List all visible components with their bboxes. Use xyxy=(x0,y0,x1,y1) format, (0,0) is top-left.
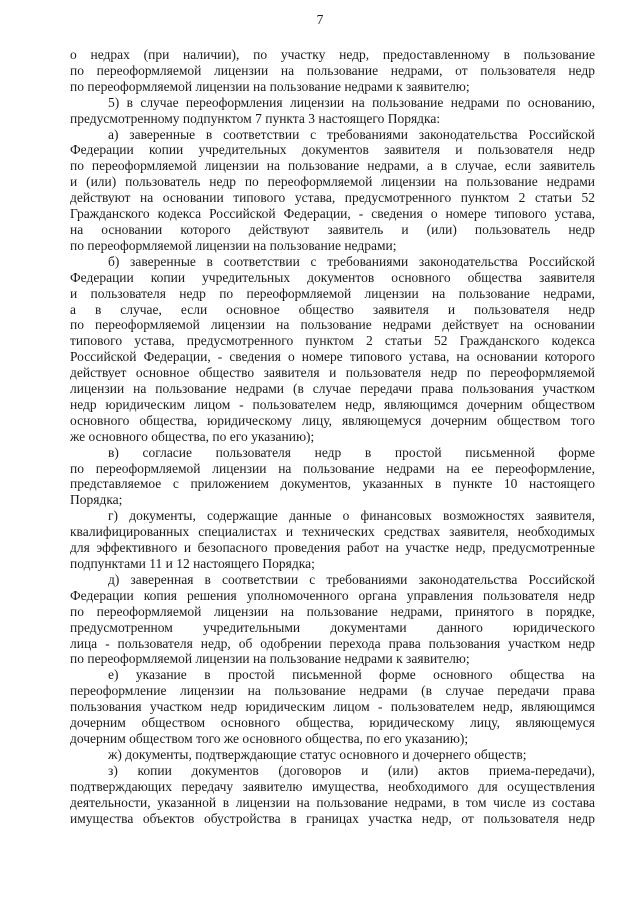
text-line: предусмотренном учредительными документами данного юридического xyxy=(70,619,595,635)
text-line: подтверждающих передачу заявителю имущества, необходимого для осуществления xyxy=(70,778,595,794)
text-line: недр юридическим лицом - пользователем недр, являющимся дочерним обществом xyxy=(70,396,595,412)
text-line: по переоформляемой лицензии на пользование недрами, принятого в порядке, xyxy=(70,603,595,619)
text-line: Порядка; xyxy=(70,492,123,508)
text-line: имущества объектов обустройства в границах участка недр, от пользователя недр xyxy=(70,810,595,826)
text-line: д) заверенная в соответствии с требованиями законодательства Российской xyxy=(108,571,595,587)
text-line: дочерним обществом того же основного общества, по его указанию); xyxy=(70,730,469,746)
text-line: по переоформляемой лицензии на пользование недрами к заявителю; xyxy=(70,651,470,667)
text-line: основного общества, юридическому лицу, являющемуся дочерним обществом того xyxy=(70,412,595,428)
text-line: Федерации копия решения уполномоченного органа управления пользователя недр xyxy=(70,587,595,603)
text-line: действуют на основании типового устава, предусмотренного пунктом 2 статьи 52 xyxy=(70,190,595,206)
text-line: а в случае, если основное общество заявителя и пользователя недр xyxy=(70,301,595,317)
text-line: Федерации копии учредительных документов основного общества заявителя xyxy=(70,269,595,285)
text-line: Гражданского кодекса Российской Федерации, - сведения о номере типового устава, xyxy=(70,206,595,222)
text-line: г) документы, содержащие данные о финансовых возможностях заявителя, xyxy=(108,508,595,524)
text-line: а) заверенные в соответствии с требованиями законодательства Российской xyxy=(108,126,595,142)
text-line: подпунктами 11 и 12 настоящего Порядка; xyxy=(70,556,315,571)
text-line: предусмотренному подпунктом 7 пункта 3 настоящего Порядка: xyxy=(70,110,441,126)
text-line: представляемое с приложением документов, указанных в пункте 10 настоящего xyxy=(70,476,595,492)
text-line: и пользователя недр по переоформляемой лицензии на пользование недрами, xyxy=(70,285,595,301)
text-line: в) согласие пользователя недр в простой письменной форме xyxy=(108,444,595,460)
text-line: для эффективного и безопасного проведения работ на участке недр, предусмотренные xyxy=(70,540,595,556)
text-line: квалифицированных специалистах и технических средствах заявителя, необходимых xyxy=(70,524,595,540)
text-line: же основного общества, по его указанию); xyxy=(70,428,315,444)
text-line: б) заверенные в соответствии с требованиями законодательства Российской xyxy=(108,253,595,269)
text-line: з) копии документов (договоров и (или) актов приема-передачи), xyxy=(108,762,595,778)
text-line: по переоформляемой лицензии на пользование недрами к заявителю; xyxy=(70,78,470,94)
text-line: действует основное общество заявителя и пользователя недр по переоформляемой xyxy=(70,365,595,381)
text-line: пользования участком недр юридическим лицом - пользователем недр, являющимся xyxy=(70,699,595,715)
text-line: ж) документы, подтверждающие статус основного и дочернего обществ; xyxy=(108,746,527,762)
text-line: по переоформляемой лицензии на пользование недрами на ее переоформление, xyxy=(70,460,595,476)
text-line: 5) в случае переоформления лицензии на пользование недрами по основанию, xyxy=(108,94,595,110)
text-line: по переоформляемой лицензии на пользование недрами, от пользователя недр xyxy=(70,62,595,78)
text-line: дочерним обществом основного общества, юридическому лицу, являющемуся xyxy=(70,715,595,731)
text-line: деятельности, указанной в лицензии на пользование недрами, в том числе из состава xyxy=(70,794,595,810)
text-line: переоформление лицензии на пользование недрами (в случае передачи права xyxy=(70,683,595,699)
text-line: Российской Федерации, - сведения о номере типового устава, на основании которого xyxy=(70,349,595,365)
text-line: типового устава, предусмотренного пунктом 2 статьи 52 Гражданского кодекса xyxy=(70,333,595,349)
text-line: по переоформляемой лицензии на пользование недрами, а в случае, если заявитель xyxy=(70,158,595,174)
text-line: Федерации копии учредительных документов заявителя и пользователя недр xyxy=(70,142,595,158)
document-body xyxy=(70,47,595,826)
text-line: по переоформляемой лицензии на пользование недрами действует на основании xyxy=(70,317,595,333)
text-line: лицензии на пользование недрами (в случае передачи права пользования участком xyxy=(70,381,595,397)
text-line: по переоформляемой лицензии на пользование недрами; xyxy=(70,237,397,253)
text-line: о недрах (при наличии), по участку недр, предоставленному в пользование xyxy=(70,47,595,62)
text-line: и (или) пользователь недр по переоформляемой лицензии на пользование недрами xyxy=(70,174,595,190)
page-number: 7 xyxy=(316,12,324,27)
text-line: лица - пользователя недр, об одобрении перехода права пользования участком недр xyxy=(70,635,595,651)
text-line: на основании которого действуют заявитель и (или) пользователь недр xyxy=(70,221,595,237)
text-line: е) указание в простой письменной форме основного общества на xyxy=(108,667,595,683)
